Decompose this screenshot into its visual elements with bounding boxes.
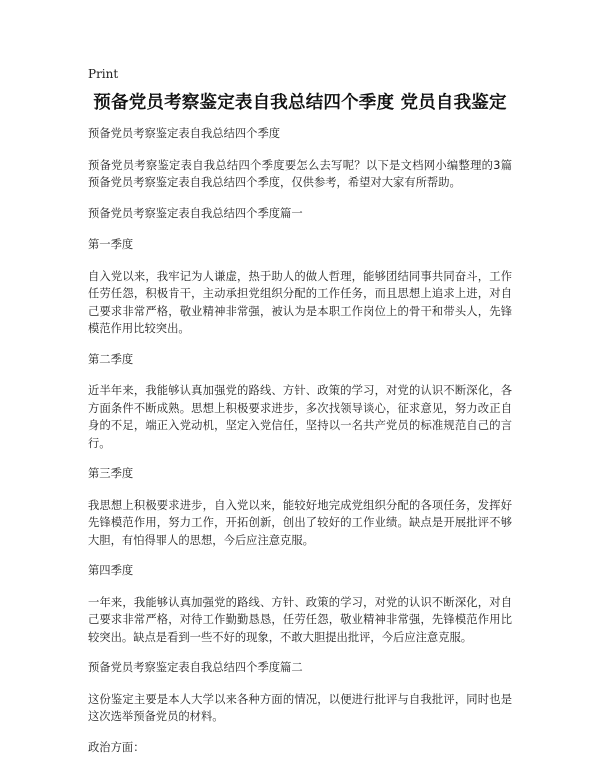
quarter-paragraph-q2: 近半年来，我能够认真加强党的路线、方针、政策的学习，对党的认识不断深化，各方面条件不断成熟。思想上积极要求进步，多次找领导谈心，征求意见，努力改正自身的不足，端正入党动机，坚定入党信任，坚持以一名共产党员的标准规范自己的言行。	[88, 384, 512, 450]
part-two-intro-paragraph: 这份鉴定主要是本人大学以来各种方面的情况，以便进行批评与自我批评，同时也是这次选举预备党员的材料。	[88, 692, 512, 723]
document-title: 预备党员考察鉴定表自我总结四个季度 党员自我鉴定	[93, 93, 507, 113]
quarter-paragraph-q3: 我思想上积极要求进步，自入党以来，能较好地完成党组织分配的各项任务，发挥好先锋模范作用，努力工作，开拓创新，创出了较好的工作业绩。缺点是开展批评不够大胆，有怕得罪人的思想，今后应注意克服。	[88, 498, 512, 547]
quarter-paragraph-q1: 自入党以来，我牢记为人谦虚，热于助人的做人哲理，能够团结同事共同奋斗，工作任劳任怨，积极肯干，主动承担党组织分配的工作任务，而且思想上追求上进，对自己要求非常严格，敬业精神非常强，被认为是本职工作岗位上的骨干和带头人，先锋模范作用比较突出。	[88, 269, 512, 335]
intro-paragraph: 预备党员考察鉴定表自我总结四个季度要怎么去写呢？以下是文档网小编整理的3篇预备党员考察鉴定表自我总结四个季度，仅供参考，希望对大家有所帮助。	[88, 158, 512, 189]
print-link[interactable]: Print	[88, 67, 119, 81]
quarter-heading-q4: 第四季度	[88, 564, 134, 577]
section-heading-part-one: 预备党员考察鉴定表自我总结四个季度篇一	[88, 206, 303, 220]
quarter-heading-q3: 第三季度	[88, 467, 134, 480]
section-heading-part-two: 预备党员考察鉴定表自我总结四个季度篇二	[88, 661, 303, 674]
document-subtitle: 预备党员考察鉴定表自我总结四个季度	[88, 127, 281, 140]
quarter-paragraph-q4: 一年来，我能够认真加强党的路线、方针、政策的学习，对党的认识不断深化，对自己要求非常严格，对待工作勤勤恳恳，任劳任怨，敬业精神非常强，先锋模范作用比较突出。缺点是看到一些不好的现象，不敢大胆提出批评，今后应注意克服。	[88, 595, 512, 644]
politics-heading: 政治方面：	[88, 740, 145, 754]
quarter-heading-q1: 第一季度	[88, 238, 134, 251]
quarter-heading-q2: 第二季度	[88, 352, 134, 366]
